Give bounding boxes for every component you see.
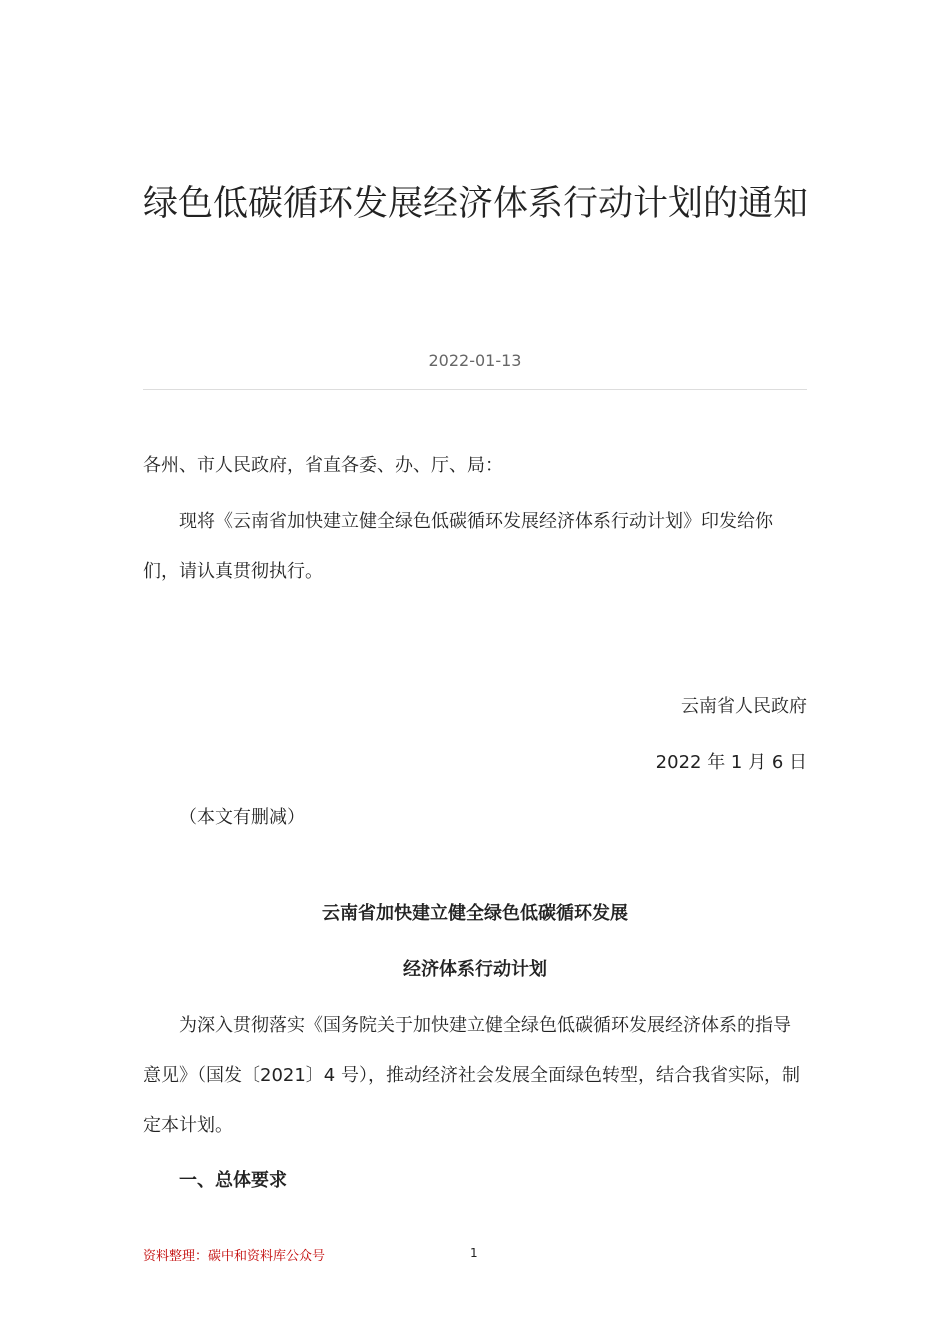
plan-title-line2: 经济体系行动计划 bbox=[403, 959, 547, 980]
intro-paragraph: 现将《云南省加快建立健全绿色低碳循环发展经济体系行动计划》印发给你们，请认真贯彻执行。 bbox=[143, 511, 773, 582]
plan-title-line1: 云南省加快建立健全绿色低碳循环发展 bbox=[322, 903, 628, 924]
page-title: 绿色低碳循环发展经济体系行动计划的通知 bbox=[143, 184, 809, 224]
footer-source-note: 资料整理：碳中和资料库公众号 bbox=[143, 1249, 326, 1264]
abridged-note: （本文有删减） bbox=[179, 807, 305, 828]
plan-intro-paragraph: 为深入贯彻落实《国务院关于加快建立健全绿色低碳循环发展经济体系的指导意见》（国发〔2021〕4 号），推动经济社会发展全面绿色转型，结合我省实际，制定本计划。 bbox=[143, 1015, 800, 1136]
page-number: 1 bbox=[470, 1246, 478, 1260]
salutation: 各州、市人民政府，省直各委、办、厅、局： bbox=[143, 455, 503, 476]
header-divider bbox=[143, 389, 807, 390]
signature-organization: 云南省人民政府 bbox=[681, 696, 807, 717]
publish-date: 2022-01-13 bbox=[428, 351, 522, 370]
section-heading: 一、总体要求 bbox=[179, 1170, 287, 1191]
signature-date: 2022 年 1 月 6 日 bbox=[655, 752, 807, 773]
